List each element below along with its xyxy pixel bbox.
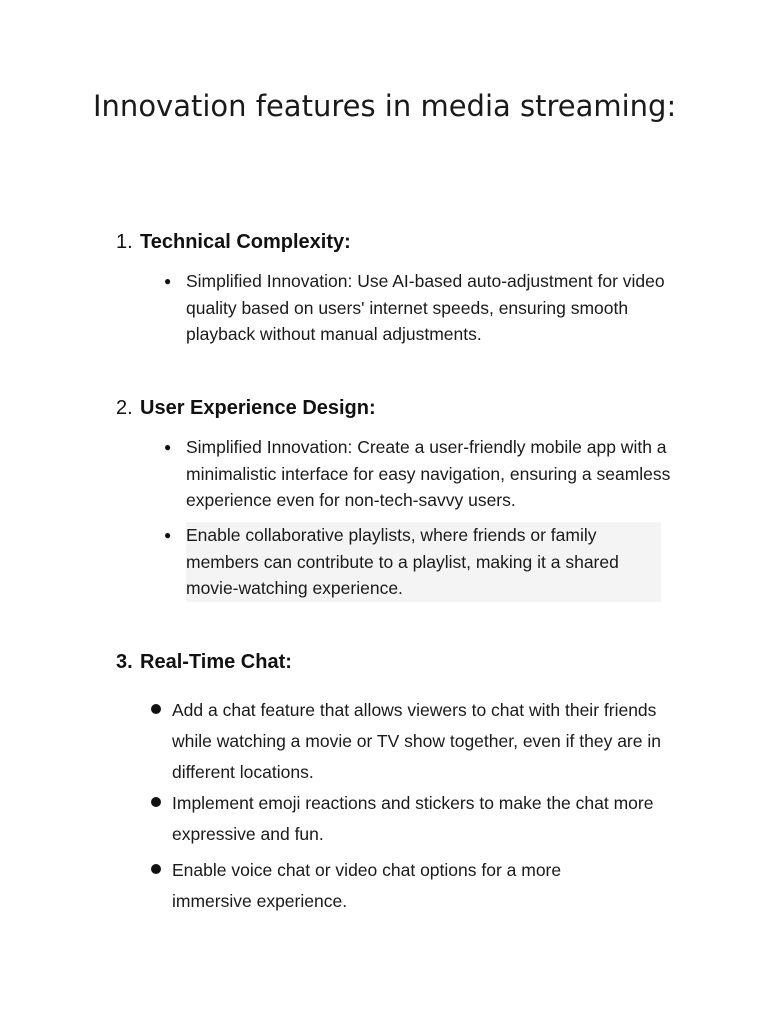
section-title: Real-Time Chat: — [140, 651, 292, 673]
list-item — [172, 695, 682, 788]
list-item-text: Add a chat feature that allows viewers to chat with their friends while watching a movie or TV show together, even if they are in different locations. — [172, 700, 661, 782]
section-heading-user-experience-design — [116, 395, 376, 421]
section-heading-technical-complexity — [116, 229, 351, 255]
bullet-icon — [151, 704, 161, 714]
bullet-icon — [151, 797, 161, 807]
section-title: Technical Complexity: — [140, 231, 351, 253]
bullet-icon: ● — [164, 440, 172, 454]
list-item — [164, 434, 678, 514]
list-item-text: Implement emoji reactions and stickers to make the chat more expressive and fun. — [172, 793, 654, 844]
list-item-text: Simplified Innovation: Create a user-friendly mobile app with a minimalistic interface for easy navigation, ensuring a seamless experience even for non-tech-savvy users. — [186, 437, 671, 510]
list-item-text: Enable voice chat or video chat options for a more immersive experience. — [172, 860, 562, 911]
section-number: 1. — [116, 231, 133, 253]
list-item-text: Simplified Innovation: Use AI-based auto-adjustment for video quality based on users' internet speeds, ensuring smooth playback without manual adjustments. — [186, 271, 665, 344]
list-item-text: Enable collaborative playlists, where friends or family members can contribute to a playlist, making it a shared movie-watching experience. — [186, 522, 661, 602]
bullet-icon — [151, 864, 161, 874]
list-item — [172, 788, 667, 850]
section-number: 3. — [116, 651, 133, 673]
list-item — [164, 268, 671, 348]
section-number: 2. — [116, 397, 133, 419]
list-item — [172, 855, 632, 917]
section-title: User Experience Design: — [140, 397, 376, 419]
section-heading-real-time-chat — [116, 649, 292, 675]
bullet-icon: ● — [164, 528, 172, 542]
document-title: Innovation features in media streaming: — [93, 89, 677, 123]
list-item — [164, 522, 661, 602]
bullet-icon: ● — [164, 274, 172, 288]
